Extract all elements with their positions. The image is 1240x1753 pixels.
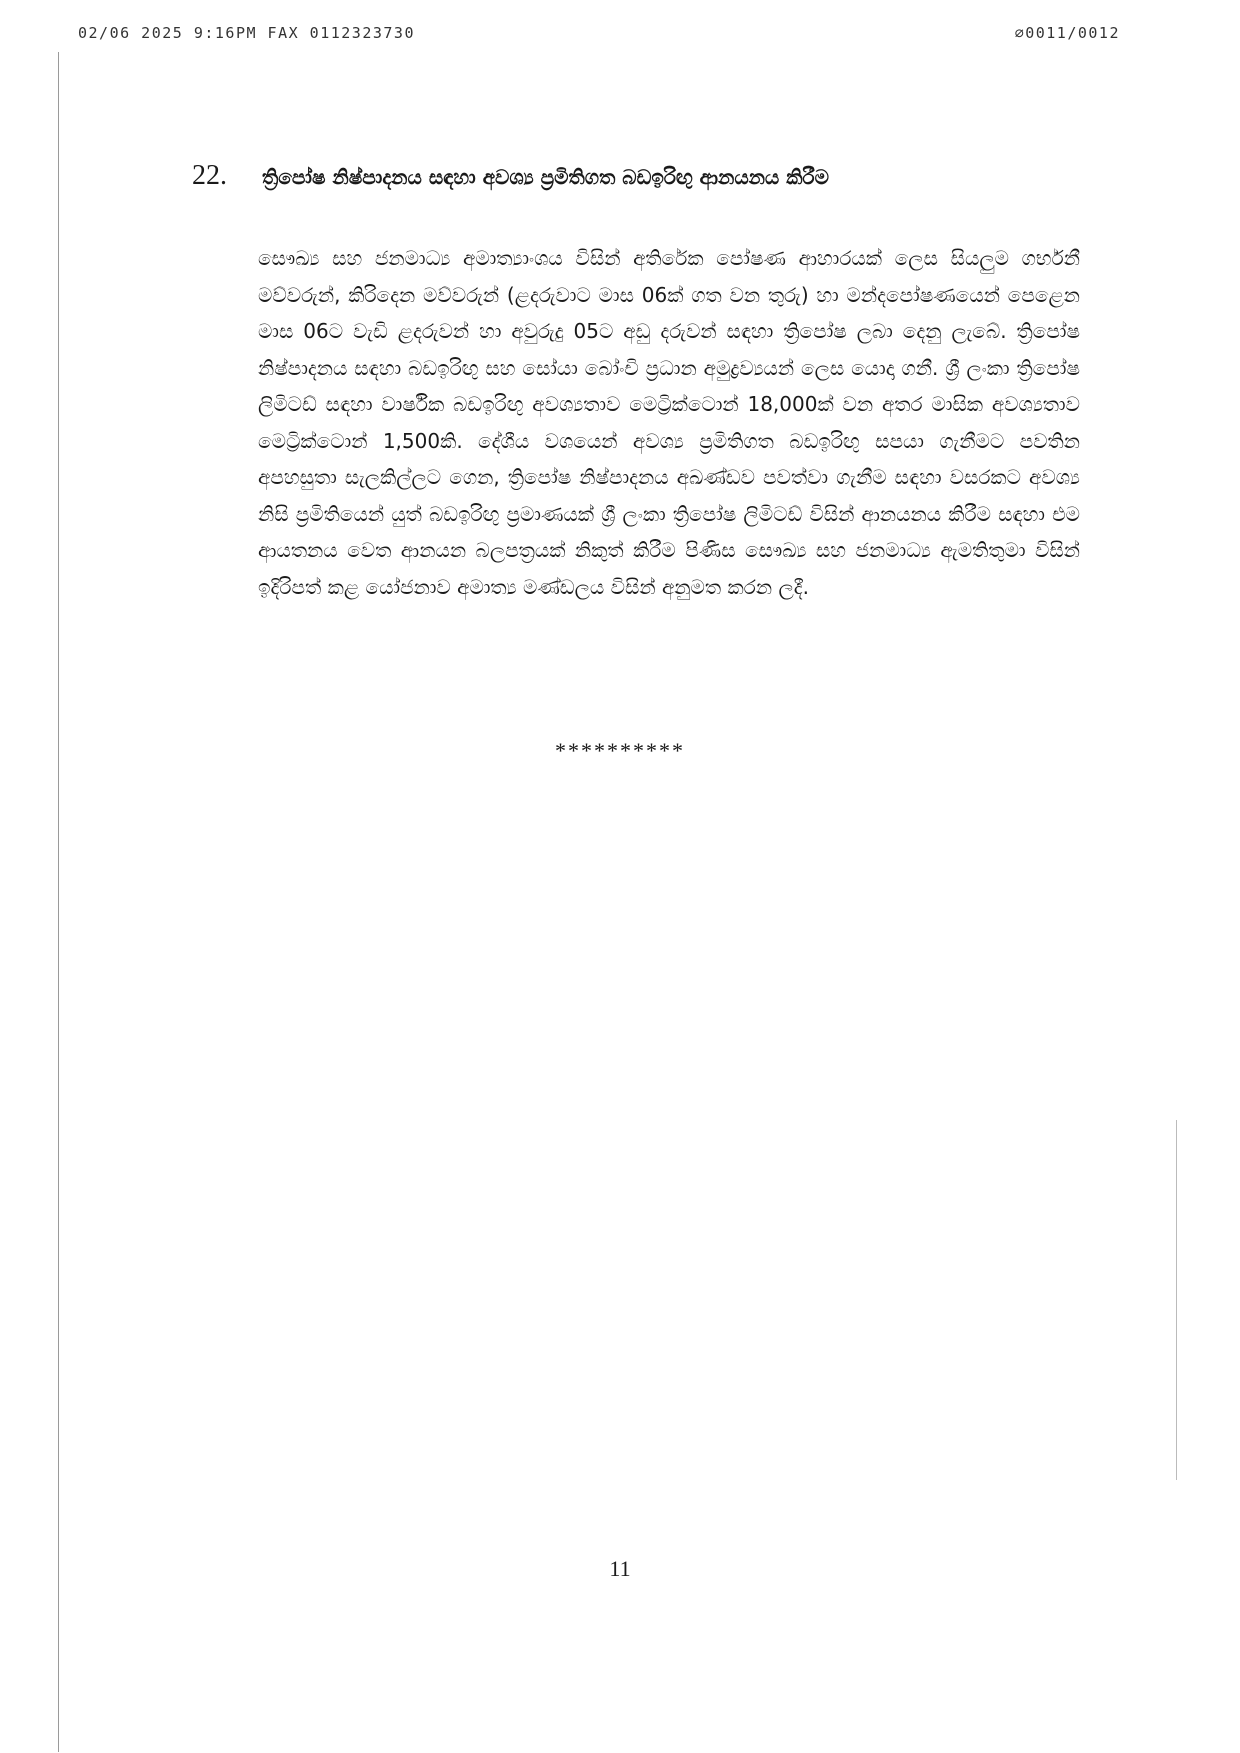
item-number: 22. (192, 160, 227, 191)
item-title: ත්‍රිපෝෂ නිෂ්පාදනය සඳහා අවශ්‍ය ප්‍රමිතිගත බඩඉරිඟු ආනයනය කිරීම (262, 165, 829, 189)
section-separator: ********** (555, 738, 685, 763)
scan-edge-line-left (58, 52, 59, 1752)
fax-header-info: 02/06 2025 9:16PM FAX 0112323730 (78, 24, 415, 42)
item-body-paragraph: සෞඛ්‍ය සහ ජනමාධ්‍ය අමාත්‍යාංශය විසින් අතිරේක පෝෂණ ආහාරයක් ලෙස සියලුම ගර්භනී මව්වරුන්, කිරිදෙන මව්වරුන් (ළදරුවාට මාස 06ක් ගත වන තුරු) හා මන්දපෝෂණයෙන් පෙළෙන මාස 06ට වැඩි ළදරුවන් හා අවුරුදු 05ට අඩු දරුවන් සඳහා ත්‍රිපෝෂ ලබා දෙනු ලැබේ. ත්‍රිපෝෂ නිෂ්පාදනය සඳහා බඩඉරිඟු සහ සෝයා බෝංචි ප්‍රධාන අමුද්‍රව්‍යයන් ලෙස යොදා ගනී. ශ්‍රී ලංකා ත්‍රිපෝෂ ලිමිටඩ් සඳහා වාර්ෂික බඩඉරිඟු අවශ්‍යතාව මෙට්‍රික්ටොන් 18,000ක් වන අතර මාසික අවශ්‍යතාව මෙට්‍රික්ටොන් 1,500කි. දේශීය වශයෙන් අවශ්‍ය ප්‍රමිතිගත බඩඉරිඟු සපයා ගැනීමට පවතින අපහසුතා සැලකිල්ලට ගෙන, ත්‍රිපෝෂ නිෂ්පාදනය අඛණ්ඩව පවත්වා ගැනීම සඳහා වසරකට අවශ්‍ය නිසි ප්‍රමිතියෙන් යුත් බඩඉරිඟු ප්‍රමාණයක් ශ්‍රී ලංකා ත්‍රිපෝෂ ලිමිටඩ් විසින් ආනයනය කිරීම සඳහා එම ආයතනය වෙත ආනයන බලපත්‍රයක් නිකුත් කිරීම පිණිස සෞඛ්‍ය සහ ජනමාධ්‍ය ඇමතිතුමා විසින් ඉදිරිපත් කළ යෝජනාව අමාත්‍ය මණ්ඩලය විසින් අනුමත කරන ලදී. (258, 246, 1080, 599)
page-number: 11 (609, 1556, 631, 1581)
fax-page-counter: ∅0011/0012 (1014, 24, 1120, 42)
scan-edge-line-right (1176, 1120, 1177, 1480)
